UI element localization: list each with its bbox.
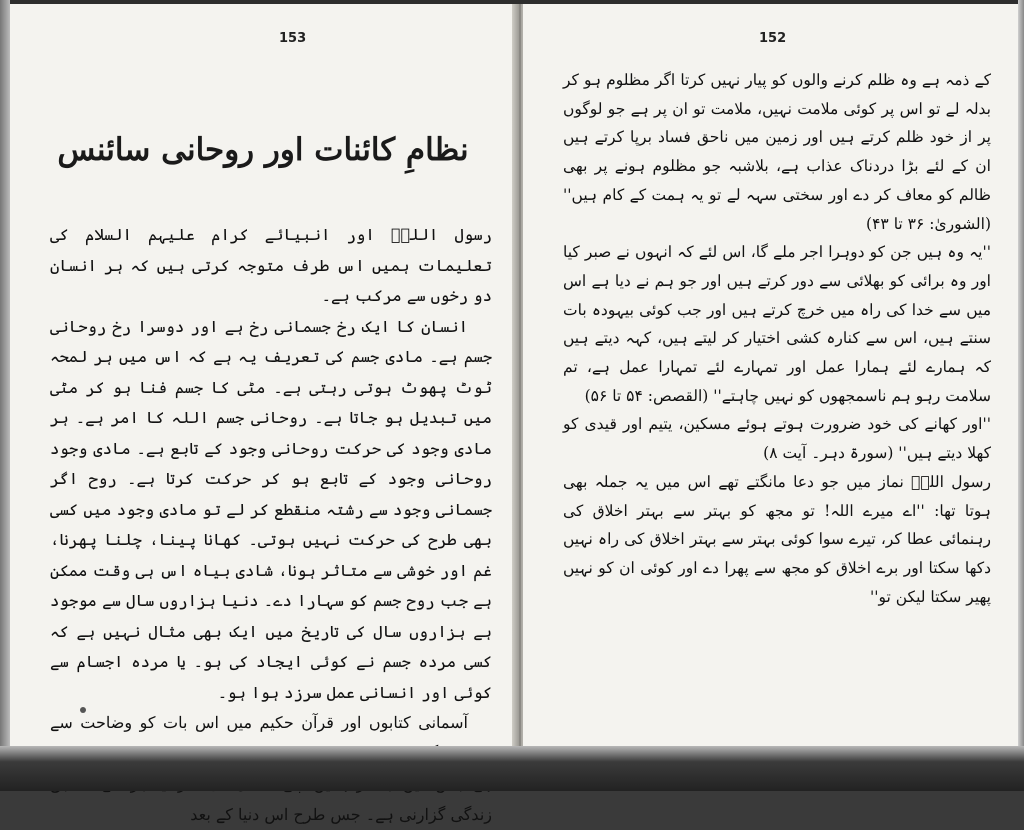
- paragraph: رسول اللہؐ اور انبیائے کرام علیہم السلام کی تعلیمات ہمیں اس طرف متوجہ کرتی ہیں کہ ہر انسان دو رخوں سے مرکب ہے۔: [50, 225, 492, 305]
- page-number: 152: [759, 31, 787, 46]
- book-edge-left: [0, 0, 10, 760]
- paragraph: انسان کا ایک رخ جسمانی رخ ہے اور دوسرا رخ روحانی جسم ہے۔ مادی جسم کی تعریف یہ ہے کہ اس میں ہر لمحہ ٹوٹ پھوٹ ہوتی رہتی ہے۔ مٹی کا جسم فنا ہو کر مٹی میں تبدیل ہو جاتا ہے۔ روحانی جسم اللہ کا امر ہے۔ ہر مادی وجود کی حرکت روحانی وجود کے تابع ہے۔ مادی وجود روحانی وجود کے تابع ہو کر حرکت کرتا ہے۔ روح اگر جسمانی وجود سے رشتہ منقطع کر لے تو مادی وجود میں کسی بھی طرح کی حرکت نہیں ہوتی۔ کھانا پینا، چلنا پھرنا، غم اور خوشی سے متاثر ہونا، شادی بیاہ اس ہی وقت ممکن ہے جب روح جسم کو سہارا دے۔ دنیا ہزاروں سال سے موجود ہے ہزاروں سال کی تاریخ میں ایک بھی مثال نہیں ہے کہ کسی مردہ جسم نے کوئی ایجاد کی ہو۔ یا مردہ اجسام سے کوئی اور انسانی عمل سرزد ہوا ہو۔: [50, 316, 492, 702]
- right-page-body: [563, 66, 991, 611]
- paragraph: رسول اللہؐ نماز میں جو دعا مانگتے تھے اس میں یہ جملہ بھی ہوتا تھا: ''اے میرے اللہ! تو مجھ کو بہتر سے بہتر اخلاق کی رہنمائی عطا کر، تیرے سوا کوئی بہتر سے بہتر اخلاق کی راہ نہیں دکھا سکتا اور برے اخلاق کو مجھ سے پھرا دے اور کوئی ان کو نہیں پھیر سکتا لیکن تو'': [563, 472, 991, 606]
- print-mark: [80, 707, 86, 713]
- paragraph: ''یہ وہ ہیں جن کو دوہرا اجر ملے گا، اس لئے کہ انہوں نے صبر کیا اور وہ برائی کو بھلائی سے دور کرتے ہیں اور جو ہم نے دیا ہے اس میں سے خدا کی راہ میں خرچ کرتے ہیں اور جب کوئی بیہودہ بات سنتے ہیں، اس سے کنارہ کشی اختیار کر لیتے ہیں، کہہ دیتے ہیں کہ ہمارے لئے ہمارا عمل اور تمہارے لئے تمہارا عمل ہے، تم سلامت رہو ہم ناسمجھوں کو نہیں چاہتے'' (القصص: ۵۴ تا ۵۶): [563, 243, 991, 405]
- chapter-title: نظامِ کائنات اور روحانی سائنس: [57, 132, 469, 168]
- book-edge-bottom: [0, 746, 1024, 791]
- paragraph: آسمانی کتابوں اور قرآن حکیم میں اس بات کو وضاحت سے زندگی گزارنی ہے۔ جس طرح اس دنیا کے بعد: [50, 713, 492, 824]
- left-page-body: [50, 220, 492, 830]
- right-page: [523, 4, 1018, 756]
- left-page: [10, 4, 517, 824]
- paragraph: ''اور کھانے کی خود ضرورت ہوتے ہوئے مسکین، یتیم اور قیدی کو کھلا دیتے ہیں'' (سورۃ دہر۔ آیت ۸): [563, 415, 991, 463]
- book-edge-right: [1018, 0, 1024, 760]
- page-number: 153: [279, 31, 307, 46]
- paragraph: کے ذمہ ہے وہ ظلم کرنے والوں کو پیار نہیں کرتا اگر مظلوم ہو کر بدلہ لے تو اس پر کوئی ملامت نہیں، ملامت تو ان پر ہے جو لوگوں پر از خود ظلم کرتے ہیں اور زمین میں ناحق فساد برپا کرتے ہیں ان کے لئے بڑا دردناک عذاب ہے، بلاشبہ جو مظلوم ہونے پر بھی ظالم کو معاف کر دے اور سختی سہہ لے تو یہ ہمت کے کام ہیں'' (الشوریٰ: ۳۶ تا ۴۳): [563, 71, 991, 233]
